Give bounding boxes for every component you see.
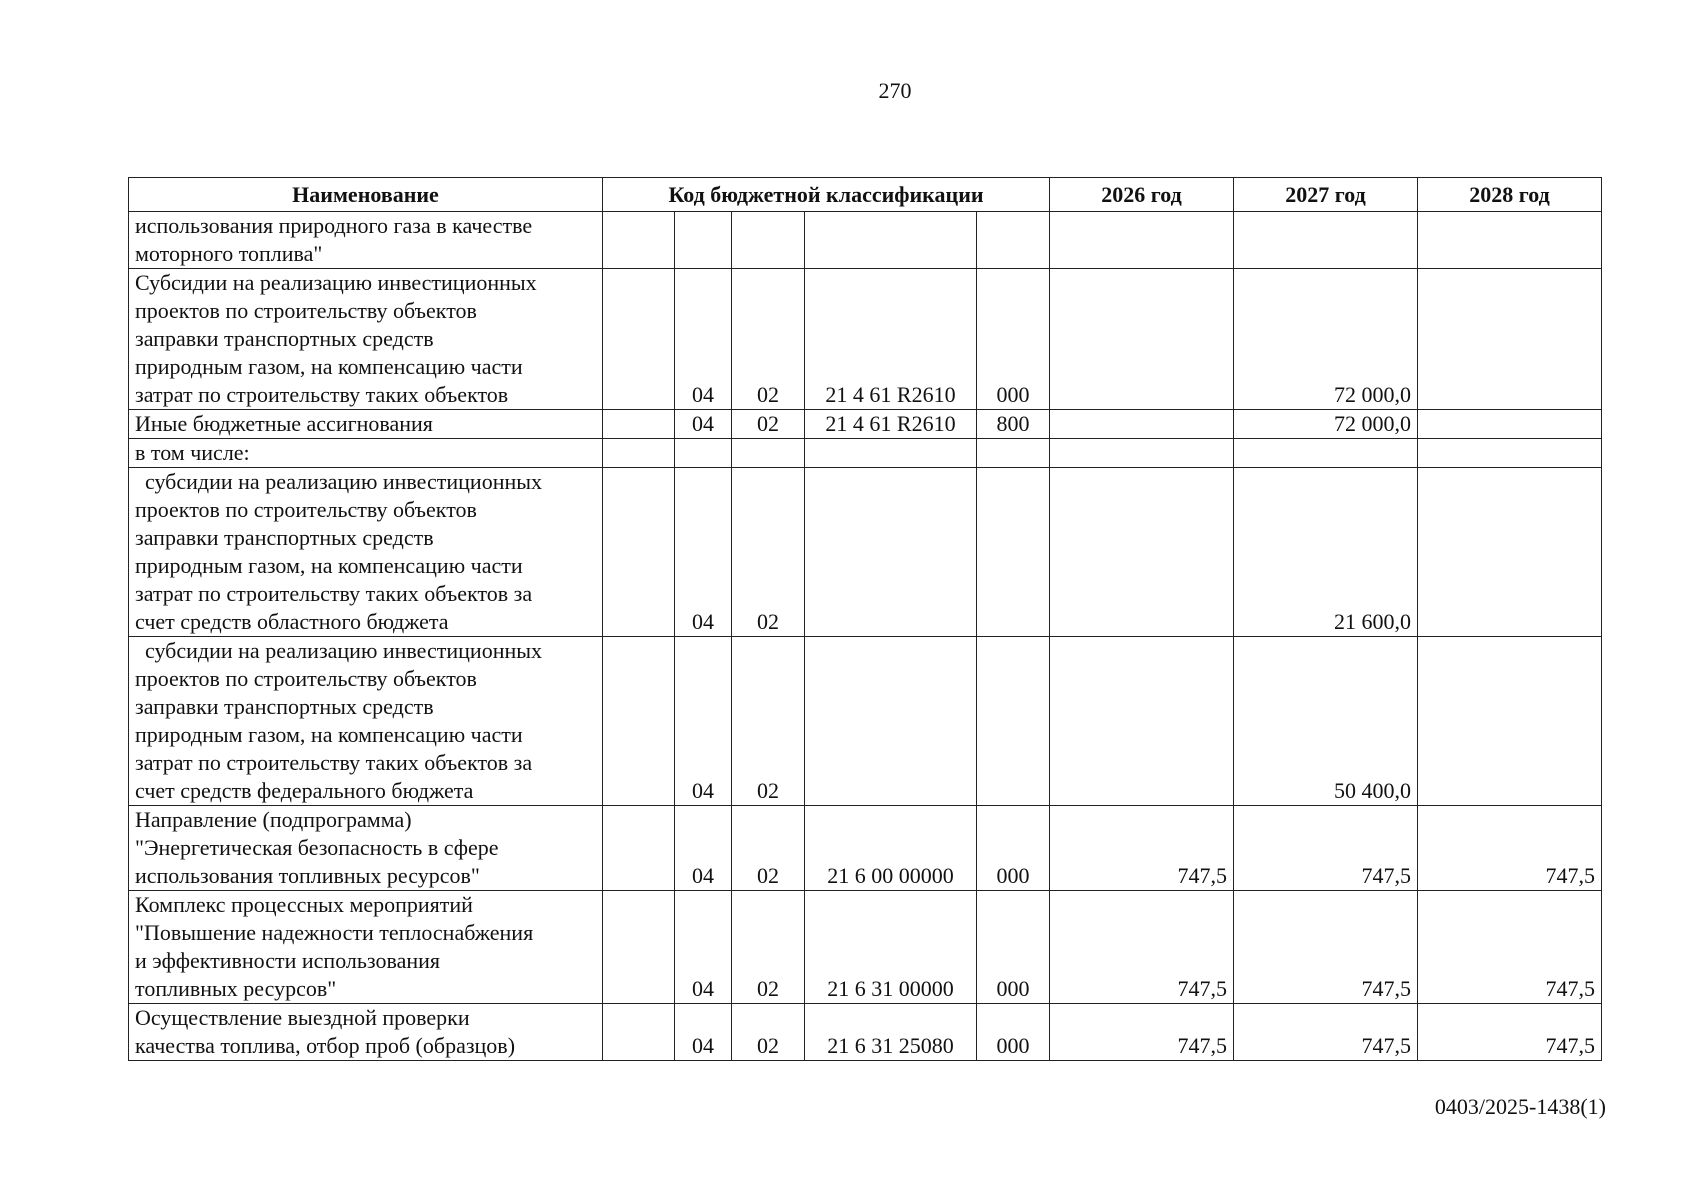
- table-row: [129, 439, 1602, 468]
- row-name-line: заправки транспортных средств: [135, 694, 434, 719]
- code-segment-1: [603, 468, 675, 637]
- code-subsection: 02: [732, 468, 805, 637]
- value-2028: [1418, 439, 1602, 468]
- code-target-article: [805, 439, 977, 468]
- table-row: [129, 891, 1602, 1004]
- code-section: 04: [675, 468, 732, 637]
- row-name: [129, 439, 603, 468]
- value-2026: [1050, 212, 1234, 269]
- table-row: [129, 269, 1602, 410]
- code-segment-1: [603, 410, 675, 439]
- value-2028: 747,5: [1418, 1004, 1602, 1061]
- row-name-line: затрат по строительству таких объектов за: [135, 750, 533, 775]
- code-target-article: 21 6 31 00000: [805, 891, 977, 1004]
- value-2028: [1418, 637, 1602, 806]
- code-section: 04: [675, 891, 732, 1004]
- row-name-line: природным газом, на компенсацию части: [135, 722, 523, 747]
- row-name-line: природным газом, на компенсацию части: [135, 354, 523, 379]
- code-section: 04: [675, 269, 732, 410]
- row-name-line: и эффективности использования: [135, 948, 441, 973]
- code-segment-1: [603, 806, 675, 891]
- code-target-article: [805, 468, 977, 637]
- code-subsection: 02: [732, 410, 805, 439]
- header-code: Код бюджетной классификации: [603, 178, 1050, 212]
- code-expense-type: 000: [977, 1004, 1050, 1061]
- row-name-line: счет средств федерального бюджета: [135, 778, 474, 803]
- row-name-line: Осуществление выездной проверки: [135, 1005, 470, 1030]
- code-expense-type: [977, 468, 1050, 637]
- code-subsection: 02: [732, 269, 805, 410]
- code-subsection: [732, 212, 805, 269]
- code-expense-type: 800: [977, 410, 1050, 439]
- header-2027: 2027 год: [1234, 178, 1418, 212]
- code-segment-1: [603, 637, 675, 806]
- table-body: [129, 212, 1602, 1061]
- row-name-line: затрат по строительству таких объектов: [135, 382, 509, 407]
- table-row: [129, 212, 1602, 269]
- value-2026: 747,5: [1050, 1004, 1234, 1061]
- row-name-line: заправки транспортных средств: [135, 525, 434, 550]
- code-segment-1: [603, 891, 675, 1004]
- table-row: [129, 637, 1602, 806]
- row-name-line: Субсидии на реализацию инвестиционных: [135, 270, 537, 295]
- value-2028: [1418, 269, 1602, 410]
- code-target-article: 21 6 31 25080: [805, 1004, 977, 1061]
- row-name-line: "Повышение надежности теплоснабжения: [135, 920, 534, 945]
- value-2026: [1050, 439, 1234, 468]
- row-name-line: использования природного газа в качестве: [135, 213, 533, 238]
- row-name-line: Иные бюджетные ассигнования: [135, 411, 433, 436]
- value-2028: [1418, 212, 1602, 269]
- row-name-line: "Энергетическая безопасность в сфере: [135, 835, 499, 860]
- value-2027: 72 000,0: [1234, 269, 1418, 410]
- code-subsection: 02: [732, 1004, 805, 1061]
- row-name-line: Комплекс процессных мероприятий: [135, 892, 473, 917]
- value-2026: [1050, 410, 1234, 439]
- value-2027: 50 400,0: [1234, 637, 1418, 806]
- code-target-article: 21 6 00 00000: [805, 806, 977, 891]
- code-segment-1: [603, 439, 675, 468]
- page-number: 270: [878, 78, 912, 103]
- code-expense-type: 000: [977, 891, 1050, 1004]
- value-2028: 747,5: [1418, 891, 1602, 1004]
- value-2026: [1050, 637, 1234, 806]
- budget-table: [128, 177, 1602, 1061]
- document-code: 0403/2025-1438(1): [1434, 1094, 1606, 1119]
- code-segment-1: [603, 1004, 675, 1061]
- row-name-line: проектов по строительству объектов: [135, 298, 477, 323]
- value-2026: 747,5: [1050, 806, 1234, 891]
- table-row: [129, 1004, 1602, 1061]
- row-name: [129, 212, 603, 269]
- row-name-line: проектов по строительству объектов: [135, 666, 477, 691]
- code-section: 04: [675, 637, 732, 806]
- table-row: [129, 468, 1602, 637]
- row-name-line: качества топлива, отбор проб (образцов): [135, 1033, 516, 1058]
- header-2026: 2026 год: [1050, 178, 1234, 212]
- header-row: [129, 178, 1602, 212]
- row-name: [129, 637, 603, 806]
- code-subsection: [732, 439, 805, 468]
- code-section: 04: [675, 1004, 732, 1061]
- row-name-line: субсидии на реализацию инвестиционных: [145, 469, 543, 494]
- code-segment-1: [603, 269, 675, 410]
- row-name-line: заправки транспортных средств: [135, 326, 434, 351]
- value-2028: [1418, 410, 1602, 439]
- value-2027: [1234, 212, 1418, 269]
- row-name-line: затрат по строительству таких объектов за: [135, 581, 533, 606]
- value-2028: 747,5: [1418, 806, 1602, 891]
- value-2027: 747,5: [1234, 1004, 1418, 1061]
- row-name-line: проектов по строительству объектов: [135, 497, 477, 522]
- row-name-line: моторного топлива": [135, 241, 323, 266]
- value-2026: [1050, 269, 1234, 410]
- row-name: [129, 269, 603, 410]
- row-name-line: субсидии на реализацию инвестиционных: [145, 638, 543, 663]
- code-segment-1: [603, 212, 675, 269]
- table-row: [129, 806, 1602, 891]
- code-target-article: 21 4 61 R2610: [805, 269, 977, 410]
- value-2026: [1050, 468, 1234, 637]
- code-section: [675, 212, 732, 269]
- header-2028: 2028 год: [1418, 178, 1602, 212]
- code-subsection: 02: [732, 891, 805, 1004]
- row-name-line: топливных ресурсов": [135, 976, 337, 1001]
- value-2027: 21 600,0: [1234, 468, 1418, 637]
- code-target-article: [805, 212, 977, 269]
- code-section: [675, 439, 732, 468]
- row-name-line: использования топливных ресурсов": [135, 863, 480, 888]
- row-name: [129, 410, 603, 439]
- row-name-line: в том числе:: [135, 440, 250, 465]
- code-subsection: 02: [732, 806, 805, 891]
- code-section: 04: [675, 410, 732, 439]
- row-name-line: Направление (подпрограмма): [135, 807, 412, 832]
- value-2026: 747,5: [1050, 891, 1234, 1004]
- value-2027: 747,5: [1234, 806, 1418, 891]
- row-name: [129, 468, 603, 637]
- code-expense-type: [977, 439, 1050, 468]
- code-expense-type: [977, 212, 1050, 269]
- value-2028: [1418, 468, 1602, 637]
- code-subsection: 02: [732, 637, 805, 806]
- code-expense-type: 000: [977, 806, 1050, 891]
- row-name-line: счет средств областного бюджета: [135, 609, 449, 634]
- value-2027: 72 000,0: [1234, 410, 1418, 439]
- row-name-line: природным газом, на компенсацию части: [135, 553, 523, 578]
- row-name: [129, 1004, 603, 1061]
- value-2027: 747,5: [1234, 891, 1418, 1004]
- table-row: [129, 410, 1602, 439]
- row-name: [129, 806, 603, 891]
- value-2027: [1234, 439, 1418, 468]
- code-section: 04: [675, 806, 732, 891]
- code-expense-type: [977, 637, 1050, 806]
- code-target-article: [805, 637, 977, 806]
- code-target-article: 21 4 61 R2610: [805, 410, 977, 439]
- header-name: Наименование: [129, 178, 603, 212]
- code-expense-type: 000: [977, 269, 1050, 410]
- row-name: [129, 891, 603, 1004]
